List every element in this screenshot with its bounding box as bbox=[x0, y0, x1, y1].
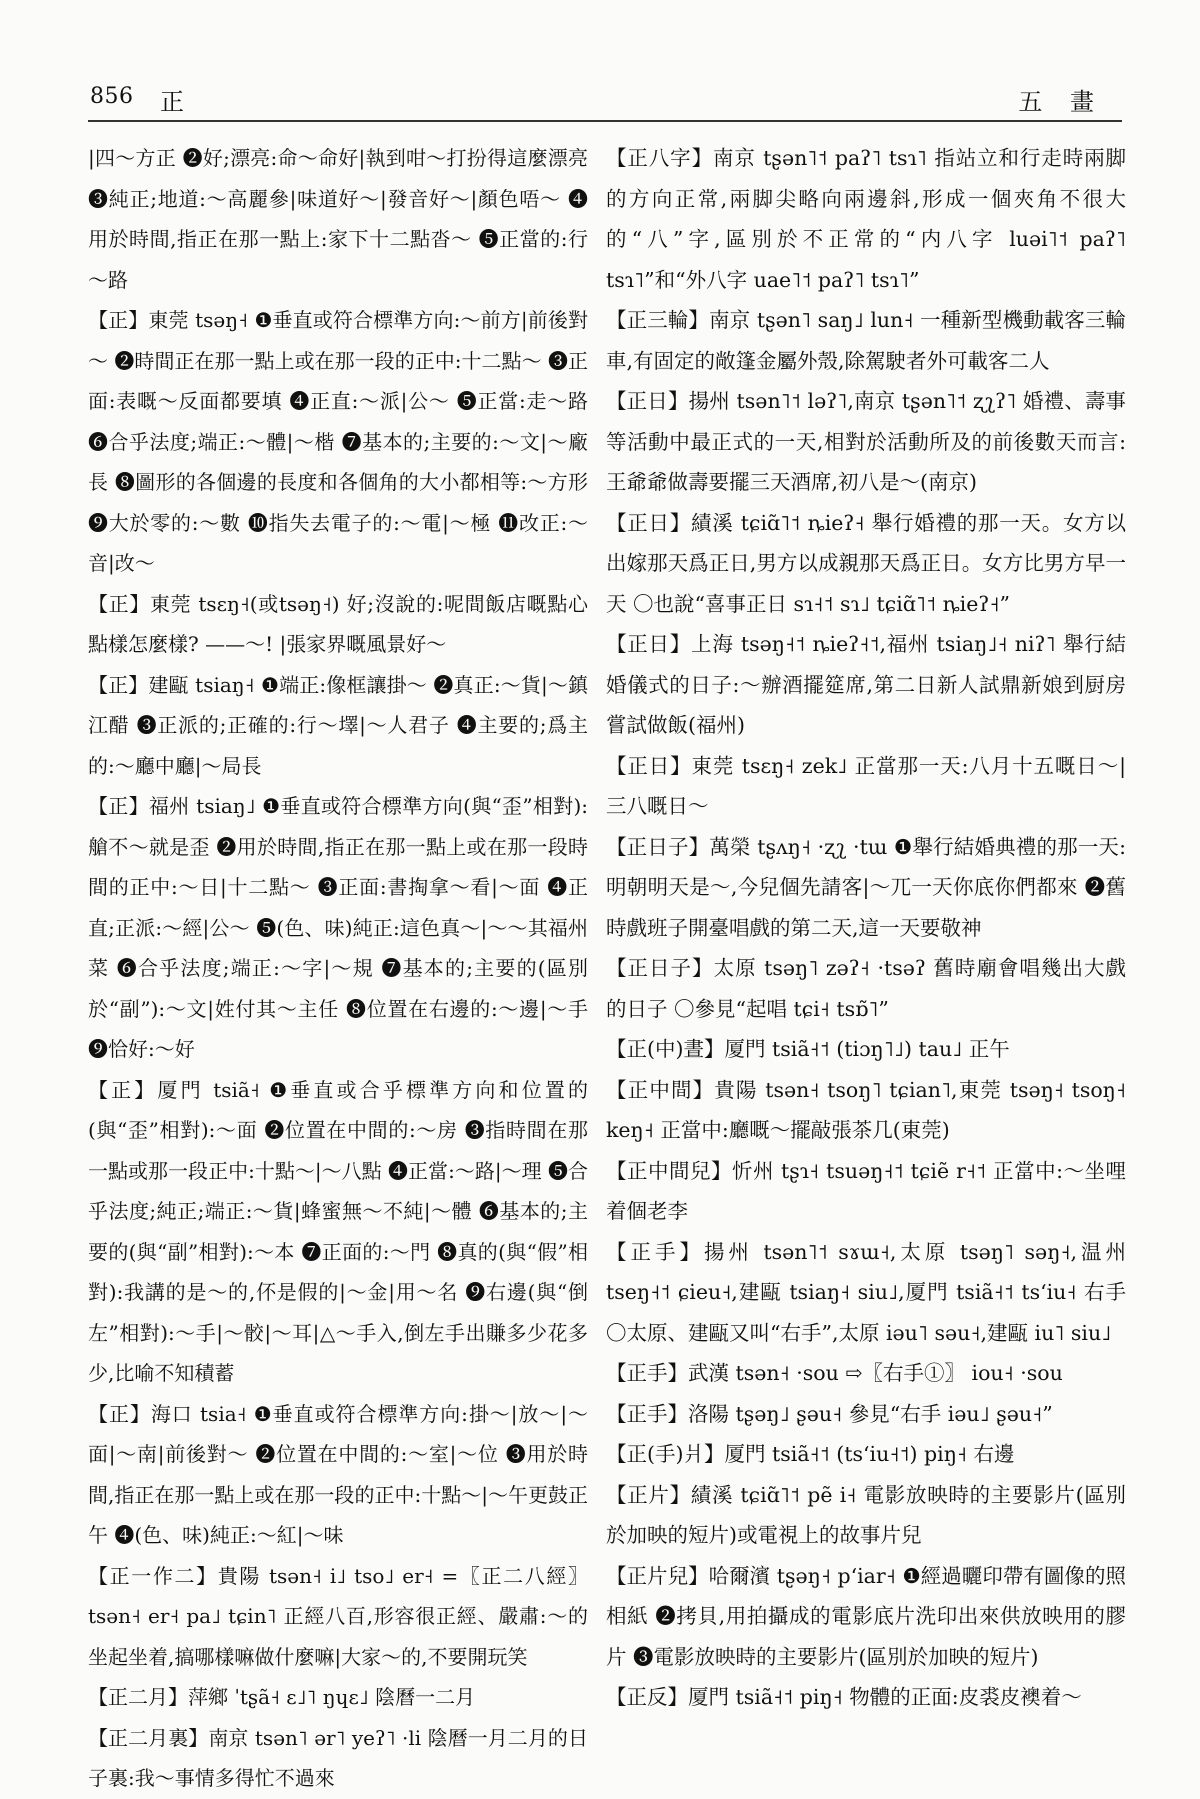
entry: 【正日子】太原 tsəŋ˥ zəʔ˧ ·tsəʔ 舊時廟會唱幾出大戲的日子 〇參見“起唱 tɕi˧ tsɒ̃˥” bbox=[606, 956, 1126, 1021]
entry: 【正】福州 tsiaŋ˩ ❶垂直或符合標準方向(與“歪”相對):艙不～就是歪 ❷用於時間,指正在那一點上或在那一段時間的正中:～日|十二點～ ❸正面:書掏拿～看|～面 ❹正直;正派:～經|公～ ❺(色、味)純正:這色真～|～～其福州菜 ❻合乎法度;端正:～字|～規 ❼基本的;主要的(區別於“副”):～文|姓付其～主任 ❽位置在右邊的:～邊|～手 ❾恰好:～好 bbox=[88, 794, 588, 1061]
entry: 【正(手)爿】厦門 tsiã˧˦ (tsʻiu˧˦) piŋ˧ 右邊 bbox=[606, 1442, 1015, 1466]
entry: 【正中間兒】忻州 tʂɿ˧ tsuəŋ˧˦ tɕiẽ r˧˦ 正當中:～坐哩着個老李 bbox=[606, 1158, 1126, 1223]
entry: 【正日】東莞 tsɛŋ˧ zek˩ 正當那一天:八月十五嘅日～|三八嘅日～ bbox=[606, 753, 1126, 818]
entry: 【正一作二】貴陽 tsən˧ i˩ tso˩ er˧ =〖正二八經〗tsən˧ er˧ pa˩ tɕin˥ 正經八百,形容很正經、嚴肅:～的坐起坐着,搞哪樣嘛做什麼嘛|大家～的,不要開玩笑 bbox=[88, 1563, 588, 1669]
entry: 【正】厦門 tsiã˧ ❶垂直或合乎標準方向和位置的(與“歪”相對):～面 ❷位置在中間的:～房 ❸指時間在那一點或那一段正中:十點～|～八點 ❹正當:～路|～理 ❺合乎法度;純正;端正:～貨|蜂蜜無～不純|～體 ❻基本的;主要的(與“副”相對):～本 ❼正面的:～門 ❽真的(與“假”相對):我講的是～的,伓是假的|～金|用～名 ❾右邊(與“倒左”相對):～手|～骹|～耳|△～手入,倒左手出賺多少花多少,比喻不知積蓄 bbox=[88, 1077, 588, 1385]
entry: 【正日】揚州 tsən˥˦ ləʔ˥,南京 tʂən˥˦ ʐʅʔ˥ 婚禮、壽事等活動中最正式的一天,相對於活動所及的前後數天而言:王爺爺做壽要擺三天酒席,初八是～(南京) bbox=[606, 389, 1126, 494]
entry: 【正反】厦門 tsiã˧˦ piŋ˧ 物體的正面:皮裘皮襖着～ bbox=[606, 1685, 1082, 1709]
entry: 【正二月】萍鄉 ˈtʂã˧ ɛ˩˥ ŋɥɛ˩ 陰曆一二月 bbox=[88, 1685, 476, 1709]
entry: 【正】建甌 tsiaŋ˧ ❶端正:像框讓掛～ ❷真正:～貨|～鎮江醋 ❸正派的;正確的:行～墿|～人君子 ❹主要的;爲主的:～廳中廳|～局長 bbox=[88, 672, 588, 778]
entry: 【正】海口 tsia˧ ❶垂直或符合標準方向:掛～|放～|～面|～南|前後對～ ❷位置在中間的:～室|～位 ❸用於時間,指正在那一點上或在那一段的正中:十點～|～午更鼓正午 ❹(色、味)純正:～紅|～味 bbox=[88, 1401, 588, 1547]
entry: 【正】東莞 tsɛŋ˧(或tsəŋ˧) 好;沒說的:呢間飯店嘅點心點樣怎麼樣? ——～! |張家界嘅風景好～ bbox=[88, 591, 588, 656]
entry: 【正二月裏】南京 tsən˥ ər˥ yeʔ˥ ·li 陰曆一月二月的日子裏:我～事情多得忙不過來 bbox=[88, 1725, 588, 1790]
entry: 【正手】洛陽 tʂəŋ˩ ʂəu˧ 參見“右手 iəu˩ ʂəu˧” bbox=[606, 1401, 1053, 1426]
page-number: 856 bbox=[90, 84, 134, 109]
entry: 【正片兒】哈爾濱 tʂəŋ˧ pʻiar˧ ❶經過曬印帶有圖像的照相紙 ❷拷貝,用拍攝成的電影底片洗印出來供放映用的膠片 ❸電影放映時的主要影片(區別於加映的短片) bbox=[606, 1563, 1126, 1669]
entry: 【正八字】南京 tʂən˥˦ paʔ˥ tsɿ˥ 指站立和行走時兩脚的方向正常,兩脚尖略向兩邊斜,形成一個夾角不很大的“八”字,區別於不正常的“内八字 luəi˥˦ paʔ˥ tsɿ˥”和“外八字 uae˥˦ paʔ˥ tsɿ˥” bbox=[606, 146, 1126, 292]
page-header bbox=[88, 84, 1122, 122]
entry: 【正中間】貴陽 tsən˧ tsoŋ˥ tɕian˥,東莞 tsəŋ˧ tsoŋ˧ keŋ˧ 正當中:廳嘅～擺敲張茶几(東莞) bbox=[606, 1077, 1126, 1142]
right-column bbox=[606, 138, 1126, 1718]
entry: 【正片】績溪 tɕiɑ̃˥˦ pẽ i˧ 電影放映時的主要影片(區別於加映的短片)或電視上的故事片兒 bbox=[606, 1482, 1126, 1547]
entry: 【正三輪】南京 tʂən˥ saŋ˩ lun˧ 一種新型機動載客三輪車,有固定的敞篷金屬外殼,除駕駛者外可載客二人 bbox=[606, 308, 1126, 373]
section-label: 五 畫 bbox=[1018, 88, 1104, 116]
header-character: 正 bbox=[160, 88, 184, 116]
entry: 【正】東莞 tsəŋ˧ ❶垂直或符合標準方向:～前方|前後對～ ❷時間正在那一點上或在那一段的正中:十二點～ ❸正面:表嘅～反面都要填 ❹正直:～派|公～ ❺正當:走～路 ❻合乎法度;端正:～體|～楷 ❼基本的;主要的:～文|～廠長 ❽圖形的各個邊的長度和各個角的大小都相等:～方形 ❾大於零的:～數 ❿指失去電子的:～電|～極 ⓫改正:～音|改～ bbox=[88, 308, 588, 575]
entry: 【正手】武漢 tsən˧ ·sou ⇨〖右手①〗 iou˧ ·sou bbox=[606, 1361, 1063, 1385]
entry: 【正日】績溪 tɕiɑ̃˥˦ ȵieʔ˧ 舉行婚禮的那一天。女方以出嫁那天爲正日,男方以成親那天爲正日。女方比男方早一天 〇也說“喜事正日 sɿ˧˦ sɿ˩ tɕiɑ̃˥˦ ȵieʔ˧” bbox=[606, 510, 1126, 616]
entry: 【正(中)晝】厦門 tsiã˧˦ (tiɔŋ˥˩) tau˩ 正午 bbox=[606, 1037, 1010, 1061]
entry: |四～方正 ❷好;漂亮:命～命好|執到咁～打扮得這麼漂亮 ❸純正;地道:～高麗參|味道好～|發音好～|顏色唔～ ❹用於時間,指正在那一點上:家下十二點沓～ ❺正當的:行～路 bbox=[88, 146, 588, 292]
left-column bbox=[88, 138, 588, 1799]
entry: 【正手】揚州 tsən˥˦ sɤɯ˧,太原 tsəŋ˥ səŋ˧,温州 tseŋ˧˦ ɕieu˧,建甌 tsiaŋ˧ siu˩,厦門 tsiã˧˦ tsʻiu˧ 右手 〇太原、建甌又叫“右手”,太原 iəu˥ səu˧,建甌 iu˥ siu˩ bbox=[606, 1239, 1126, 1345]
entry: 【正日子】萬榮 tʂʌŋ˧ ·ʐʅ ·tɯ ❶舉行結婚典禮的那一天:明朝明天是～,今兒個先請客|～兀一天你底你們都來 ❷舊時戲班子開臺唱戲的第二天,這一天要敬神 bbox=[606, 834, 1126, 940]
entry: 【正日】上海 tsəŋ˧˦ ȵieʔ˧˦,福州 tsiaŋ˩˧ niʔ˥ 舉行結婚儀式的日子:～辦酒擺筵席,第二日新人試鼎新娘到厨房嘗試做飯(福州) bbox=[606, 632, 1126, 737]
